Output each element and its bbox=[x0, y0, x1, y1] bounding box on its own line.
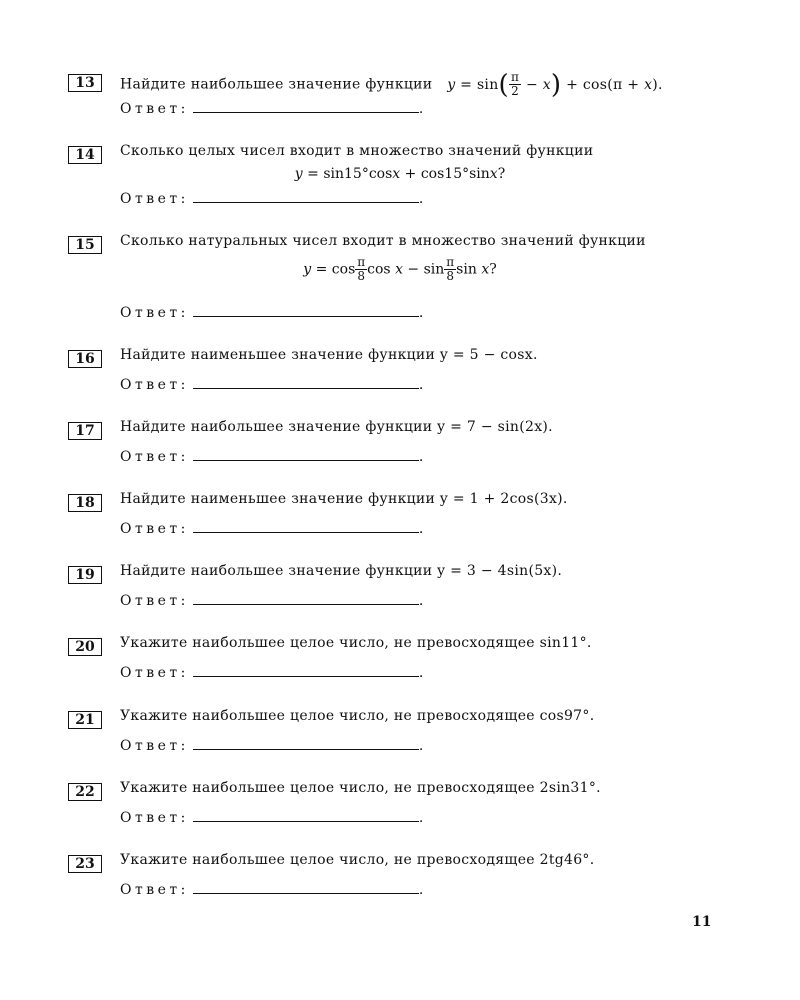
problem-text: Найдите наименьшее значение функции y = 1 + 2cos(3x). bbox=[120, 491, 568, 507]
problem-number: 14 bbox=[68, 146, 102, 164]
answer-field[interactable] bbox=[193, 807, 419, 822]
answer-label: Ответ: bbox=[120, 738, 189, 754]
problem-number: 17 bbox=[68, 422, 102, 440]
answer-field[interactable] bbox=[193, 590, 419, 605]
answer-label: Ответ: bbox=[120, 665, 189, 681]
problem-text: Найдите наибольшее значение функции y = sin( $\frac{\pi}{2}$ − x) + cos(π + x). bbox=[120, 69, 663, 100]
answer-label: Ответ: bbox=[120, 449, 189, 465]
problem-formula: y = sin15°cosx + cos15°sinx? bbox=[294, 166, 506, 182]
answer-label: Ответ: bbox=[120, 882, 189, 898]
answer-row: Ответ: . bbox=[120, 446, 423, 465]
answer-row: Ответ: . bbox=[120, 735, 423, 754]
problem-formula: y = sin( $\frac{\pi}{2}$ − x) + cos(π + x). bbox=[447, 69, 663, 100]
problem-text: Укажите наибольшее целое число, не превосходящее 2sin31°. bbox=[120, 780, 601, 796]
answer-label: Ответ: bbox=[120, 810, 189, 826]
problem-text: Найдите наибольшее значение функции y = 3 − 4sin(5x). bbox=[120, 563, 563, 579]
answer-field[interactable] bbox=[193, 879, 419, 894]
answer-label: Ответ: bbox=[120, 101, 189, 117]
answer-label: Ответ: bbox=[120, 593, 189, 609]
answer-label: Ответ: bbox=[120, 521, 189, 537]
answer-field[interactable] bbox=[193, 188, 419, 203]
problem-number: 18 bbox=[68, 494, 102, 512]
page-number: 11 bbox=[692, 914, 712, 930]
answer-row: Ответ: . bbox=[120, 302, 423, 321]
problem-number: 15 bbox=[68, 236, 102, 254]
problem-text: Найдите наименьшее значение функции y = 5 − cosx. bbox=[120, 347, 538, 363]
problem-number: 22 bbox=[68, 783, 102, 801]
answer-field[interactable] bbox=[193, 302, 419, 317]
answer-field[interactable] bbox=[193, 446, 419, 461]
answer-field[interactable] bbox=[193, 98, 419, 113]
answer-field[interactable] bbox=[193, 662, 419, 677]
problem-number: 23 bbox=[68, 855, 102, 873]
answer-label: Ответ: bbox=[120, 305, 189, 321]
answer-row: Ответ: . bbox=[120, 662, 423, 681]
problem-text: Сколько целых чисел входит в множество значений функции bbox=[120, 143, 594, 159]
problem-text: Найдите наибольшее значение функции y = 7 − sin(2x). bbox=[120, 419, 553, 435]
problem-number: 16 bbox=[68, 350, 102, 368]
answer-row: Ответ: . bbox=[120, 590, 423, 609]
answer-row: Ответ: . bbox=[120, 518, 423, 537]
problem-number: 19 bbox=[68, 566, 102, 584]
problem-text: Укажите наибольшее целое число, не превосходящее cos97°. bbox=[120, 708, 595, 724]
answer-row: Ответ: . bbox=[120, 98, 423, 117]
answer-label: Ответ: bbox=[120, 191, 189, 207]
problem-number: 20 bbox=[68, 638, 102, 656]
problem-number: 21 bbox=[68, 711, 102, 729]
answer-field[interactable] bbox=[193, 518, 419, 533]
answer-row: Ответ: . bbox=[120, 879, 423, 898]
problem-text: Укажите наибольшее целое число, не превосходящее 2tg46°. bbox=[120, 852, 595, 868]
problem-formula: y = cos $\frac{\pi}{8}$ cos x − sin $\frac{\pi}{8}$ sin x? bbox=[303, 255, 497, 283]
answer-label: Ответ: bbox=[120, 377, 189, 393]
answer-row: Ответ: . bbox=[120, 807, 423, 826]
answer-row: Ответ: . bbox=[120, 188, 423, 207]
problem-number: 13 bbox=[68, 74, 102, 92]
answer-field[interactable] bbox=[193, 374, 419, 389]
answer-row: Ответ: . bbox=[120, 374, 423, 393]
answer-field[interactable] bbox=[193, 735, 419, 750]
problem-text: Укажите наибольшее целое число, не превосходящее sin11°. bbox=[120, 635, 592, 651]
problem-text: Сколько натуральных чисел входит в множество значений функции bbox=[120, 233, 646, 249]
